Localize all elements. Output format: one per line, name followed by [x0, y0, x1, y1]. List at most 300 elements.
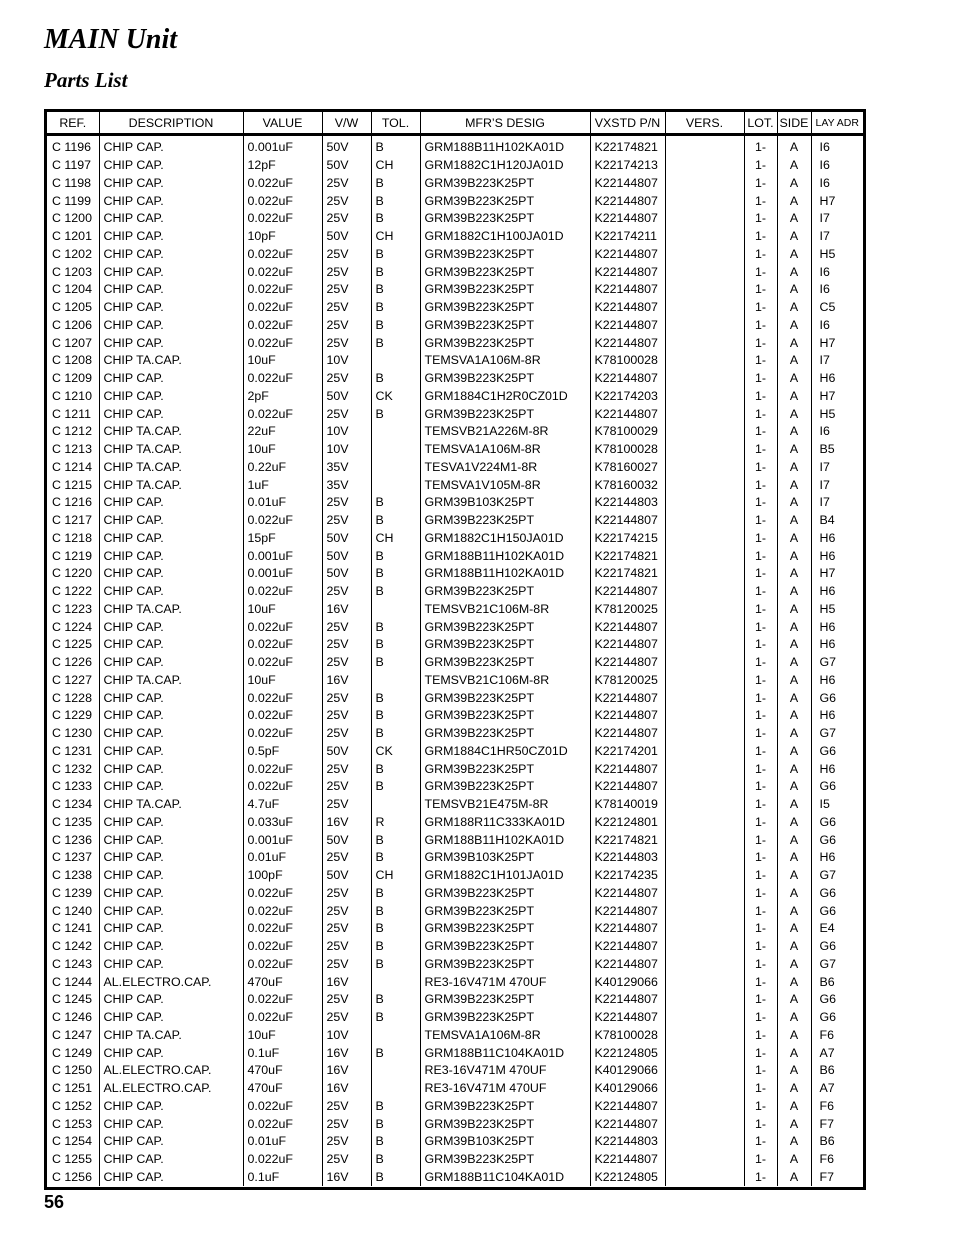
col-header-side: SIDE	[777, 112, 811, 135]
cell-mfr-desig: TEMSVA1A106M-8R	[420, 352, 590, 370]
cell-mfr-desig: TEMSVA1V105M-8R	[420, 476, 590, 494]
cell-lay-adr: F6	[811, 1098, 863, 1116]
cell-mfr-desig: GRM39B103K25PT	[420, 1133, 590, 1151]
cell-description: CHIP TA.CAP.	[99, 476, 243, 494]
cell-vxstd-pn: K22144807	[590, 991, 665, 1009]
cell-vxstd-pn: K78100028	[590, 352, 665, 370]
cell-vxstd-pn: K22144807	[590, 920, 665, 938]
cell-lay-adr: I7	[811, 352, 863, 370]
cell-tol: B	[371, 317, 420, 335]
cell-value: 0.022uF	[243, 317, 322, 335]
cell-ref: C 1219	[52, 548, 92, 563]
cell-description: CHIP CAP.	[99, 867, 243, 885]
cell-description: CHIP CAP.	[99, 175, 243, 193]
cell-value: 0.022uF	[243, 991, 322, 1009]
cell-side: A	[777, 902, 811, 920]
cell-value: 15pF	[243, 530, 322, 548]
cell-lot: 1-	[744, 157, 777, 175]
cell-lay-adr: H7	[811, 334, 863, 352]
cell-vers	[665, 672, 744, 690]
cell-vw: 25V	[322, 370, 371, 388]
cell-value: 0.022uF	[243, 689, 322, 707]
cell-description: CHIP CAP.	[99, 547, 243, 565]
cell-vers	[665, 654, 744, 672]
cell-lot: 1-	[744, 281, 777, 299]
cell-side: A	[777, 831, 811, 849]
cell-description: CHIP TA.CAP.	[99, 352, 243, 370]
cell-lay-adr: H6	[811, 672, 863, 690]
cell-vers	[665, 743, 744, 761]
cell-mfr-desig: GRM188B11H102KA01D	[420, 547, 590, 565]
cell-vxstd-pn: K22144807	[590, 370, 665, 388]
cell-ref: C 1239	[52, 885, 92, 900]
col-header-vers: VERS.	[665, 112, 744, 135]
cell-side: A	[777, 210, 811, 228]
cell-side: A	[777, 317, 811, 335]
cell-lay-adr: I6	[811, 135, 863, 157]
cell-mfr-desig: GRM188B11C104KA01D	[420, 1169, 590, 1187]
cell-lay-adr: H6	[811, 547, 863, 565]
cell-vw: 25V	[322, 885, 371, 903]
cell-value: 0.022uF	[243, 246, 322, 264]
cell-side: A	[777, 459, 811, 477]
cell-description: CHIP CAP.	[99, 228, 243, 246]
cell-value: 4.7uF	[243, 796, 322, 814]
cell-vxstd-pn: K78100028	[590, 1027, 665, 1045]
cell-value: 0.022uF	[243, 885, 322, 903]
cell-tol: B	[371, 334, 420, 352]
cell-mfr-desig: GRM39B223K25PT	[420, 175, 590, 193]
cell-side: A	[777, 1080, 811, 1098]
cell-vers	[665, 831, 744, 849]
cell-tol	[371, 476, 420, 494]
cell-vers	[665, 920, 744, 938]
cell-ref: C 1198	[52, 175, 92, 190]
table-row	[47, 246, 863, 264]
cell-mfr-desig: GRM39B223K25PT	[420, 636, 590, 654]
cell-mfr-desig: GRM39B223K25PT	[420, 991, 590, 1009]
cell-lay-adr: B5	[811, 441, 863, 459]
cell-mfr-desig: GRM39B223K25PT	[420, 920, 590, 938]
cell-vxstd-pn: K22144807	[590, 689, 665, 707]
cell-vw: 25V	[322, 192, 371, 210]
cell-side: A	[777, 1133, 811, 1151]
cell-lot: 1-	[744, 228, 777, 246]
cell-tol: B	[371, 281, 420, 299]
table-row	[47, 725, 863, 743]
cell-mfr-desig: GRM39B223K25PT	[420, 512, 590, 530]
cell-tol: B	[371, 991, 420, 1009]
table-row	[47, 849, 863, 867]
cell-mfr-desig: GRM39B223K25PT	[420, 405, 590, 423]
cell-lot: 1-	[744, 192, 777, 210]
cell-vers	[665, 867, 744, 885]
cell-lay-adr: H5	[811, 246, 863, 264]
cell-description: AL.ELECTRO.CAP.	[99, 973, 243, 991]
cell-vers	[665, 192, 744, 210]
cell-mfr-desig: GRM39B223K25PT	[420, 1151, 590, 1169]
cell-value: 0.022uF	[243, 920, 322, 938]
cell-vxstd-pn: K40129066	[590, 1080, 665, 1098]
cell-vw: 25V	[322, 1115, 371, 1133]
cell-tol: B	[371, 494, 420, 512]
cell-tol: CH	[371, 530, 420, 548]
cell-side: A	[777, 352, 811, 370]
cell-ref: C 1203	[52, 264, 92, 279]
cell-value: 0.022uF	[243, 263, 322, 281]
cell-lot: 1-	[744, 1062, 777, 1080]
cell-lot: 1-	[744, 175, 777, 193]
cell-vxstd-pn: K22144807	[590, 281, 665, 299]
cell-vers	[665, 760, 744, 778]
cell-description: AL.ELECTRO.CAP.	[99, 1062, 243, 1080]
cell-mfr-desig: TEMSVB21E475M-8R	[420, 796, 590, 814]
cell-ref: C 1249	[52, 1045, 92, 1060]
cell-lot: 1-	[744, 370, 777, 388]
cell-description: CHIP CAP.	[99, 530, 243, 548]
cell-vxstd-pn: K78160027	[590, 459, 665, 477]
cell-vers	[665, 689, 744, 707]
cell-mfr-desig: GRM1882C1H150JA01D	[420, 530, 590, 548]
cell-value: 0.022uF	[243, 370, 322, 388]
cell-lot: 1-	[744, 317, 777, 335]
table-row	[47, 281, 863, 299]
cell-description: CHIP CAP.	[99, 1151, 243, 1169]
cell-value: 100pF	[243, 867, 322, 885]
cell-side: A	[777, 654, 811, 672]
cell-ref: C 1242	[52, 939, 92, 954]
cell-value: 22uF	[243, 423, 322, 441]
cell-tol: B	[371, 1044, 420, 1062]
cell-lot: 1-	[744, 388, 777, 406]
cell-vw: 25V	[322, 618, 371, 636]
cell-vxstd-pn: K22144807	[590, 512, 665, 530]
cell-mfr-desig: GRM1882C1H100JA01D	[420, 228, 590, 246]
cell-description: CHIP CAP.	[99, 902, 243, 920]
cell-lay-adr: G6	[811, 991, 863, 1009]
cell-vw: 50V	[322, 530, 371, 548]
cell-vxstd-pn: K22124805	[590, 1169, 665, 1187]
cell-vers	[665, 388, 744, 406]
cell-mfr-desig: GRM39B223K25PT	[420, 246, 590, 264]
cell-ref: C 1204	[52, 282, 92, 297]
col-header-vxstd-pn: VXSTD P/N	[590, 112, 665, 135]
cell-description: CHIP CAP.	[99, 246, 243, 264]
col-header-description: DESCRIPTION	[99, 112, 243, 135]
cell-ref: C 1208	[52, 353, 92, 368]
table-row	[47, 352, 863, 370]
cell-lay-adr: H6	[811, 636, 863, 654]
cell-vers	[665, 459, 744, 477]
cell-vers	[665, 476, 744, 494]
cell-ref: C 1209	[52, 371, 92, 386]
cell-description: CHIP CAP.	[99, 707, 243, 725]
cell-ref: C 1222	[52, 584, 92, 599]
cell-description: CHIP CAP.	[99, 725, 243, 743]
cell-mfr-desig: GRM39B223K25PT	[420, 263, 590, 281]
cell-tol	[371, 796, 420, 814]
table-row	[47, 689, 863, 707]
cell-vxstd-pn: K22144807	[590, 334, 665, 352]
cell-tol: B	[371, 1169, 420, 1187]
cell-lot: 1-	[744, 512, 777, 530]
cell-vxstd-pn: K22144807	[590, 405, 665, 423]
cell-lot: 1-	[744, 135, 777, 157]
table-row	[47, 956, 863, 974]
cell-lot: 1-	[744, 938, 777, 956]
cell-value: 0.022uF	[243, 725, 322, 743]
table-row	[47, 1009, 863, 1027]
cell-side: A	[777, 1115, 811, 1133]
cell-vers	[665, 317, 744, 335]
table-row	[47, 494, 863, 512]
cell-side: A	[777, 334, 811, 352]
cell-mfr-desig: GRM39B223K25PT	[420, 370, 590, 388]
cell-mfr-desig: TEMSVA1A106M-8R	[420, 441, 590, 459]
cell-tol: B	[371, 920, 420, 938]
cell-vers	[665, 210, 744, 228]
cell-value: 0.022uF	[243, 175, 322, 193]
cell-tol: B	[371, 689, 420, 707]
cell-tol: CH	[371, 228, 420, 246]
cell-vers	[665, 494, 744, 512]
cell-vw: 35V	[322, 476, 371, 494]
cell-lay-adr: G7	[811, 725, 863, 743]
cell-side: A	[777, 175, 811, 193]
cell-ref: C 1255	[52, 1152, 92, 1167]
cell-lay-adr: I6	[811, 175, 863, 193]
cell-vers	[665, 1062, 744, 1080]
cell-lot: 1-	[744, 902, 777, 920]
cell-value: 0.033uF	[243, 814, 322, 832]
cell-lay-adr: G6	[811, 831, 863, 849]
table-row	[47, 973, 863, 991]
cell-ref: C 1247	[52, 1027, 92, 1042]
cell-ref: C 1230	[52, 726, 92, 741]
cell-mfr-desig: GRM39B223K25PT	[420, 778, 590, 796]
cell-side: A	[777, 1169, 811, 1187]
cell-lot: 1-	[744, 991, 777, 1009]
cell-description: CHIP TA.CAP.	[99, 601, 243, 619]
cell-ref: C 1202	[52, 246, 92, 261]
table-row	[47, 1098, 863, 1116]
cell-value: 0.01uF	[243, 1133, 322, 1151]
cell-description: CHIP CAP.	[99, 654, 243, 672]
cell-vers	[665, 849, 744, 867]
cell-side: A	[777, 991, 811, 1009]
cell-vw: 25V	[322, 1009, 371, 1027]
cell-tol: B	[371, 1098, 420, 1116]
cell-vxstd-pn: K22144803	[590, 849, 665, 867]
col-header-lot: LOT.	[744, 112, 777, 135]
cell-vw: 25V	[322, 760, 371, 778]
cell-ref: C 1227	[52, 672, 92, 687]
cell-vw: 50V	[322, 565, 371, 583]
cell-side: A	[777, 263, 811, 281]
col-header-tol: TOL.	[371, 112, 420, 135]
cell-vers	[665, 973, 744, 991]
cell-ref: C 1205	[52, 300, 92, 315]
cell-lay-adr: G6	[811, 689, 863, 707]
cell-lot: 1-	[744, 689, 777, 707]
cell-vers	[665, 707, 744, 725]
cell-mfr-desig: GRM39B223K25PT	[420, 689, 590, 707]
cell-mfr-desig: GRM1884C1H2R0CZ01D	[420, 388, 590, 406]
cell-description: CHIP CAP.	[99, 281, 243, 299]
cell-description: CHIP CAP.	[99, 831, 243, 849]
cell-vxstd-pn: K22144807	[590, 1098, 665, 1116]
cell-ref: C 1201	[52, 229, 92, 244]
cell-vers	[665, 246, 744, 264]
cell-lay-adr: F6	[811, 1151, 863, 1169]
cell-ref: C 1224	[52, 619, 92, 634]
cell-vxstd-pn: K22124801	[590, 814, 665, 832]
cell-side: A	[777, 157, 811, 175]
cell-vers	[665, 175, 744, 193]
cell-vxstd-pn: K22174821	[590, 547, 665, 565]
cell-mfr-desig: GRM39B223K25PT	[420, 1098, 590, 1116]
cell-side: A	[777, 814, 811, 832]
cell-ref: C 1237	[52, 850, 92, 865]
cell-ref: C 1233	[52, 779, 92, 794]
cell-description: CHIP CAP.	[99, 920, 243, 938]
cell-tol	[371, 459, 420, 477]
cell-vw: 25V	[322, 796, 371, 814]
cell-side: A	[777, 973, 811, 991]
cell-lot: 1-	[744, 299, 777, 317]
cell-value: 0.022uF	[243, 583, 322, 601]
cell-vxstd-pn: K22174821	[590, 565, 665, 583]
cell-mfr-desig: GRM39B223K25PT	[420, 725, 590, 743]
cell-side: A	[777, 601, 811, 619]
cell-mfr-desig: GRM1884C1HR50CZ01D	[420, 743, 590, 761]
cell-mfr-desig: GRM188R11C333KA01D	[420, 814, 590, 832]
cell-tol: B	[371, 210, 420, 228]
cell-side: A	[777, 725, 811, 743]
cell-vxstd-pn: K22144807	[590, 1151, 665, 1169]
cell-lot: 1-	[744, 263, 777, 281]
cell-lay-adr: H5	[811, 405, 863, 423]
cell-lay-adr: H5	[811, 601, 863, 619]
cell-ref: C 1232	[52, 761, 92, 776]
cell-description: CHIP CAP.	[99, 636, 243, 654]
cell-vw: 25V	[322, 405, 371, 423]
cell-lot: 1-	[744, 920, 777, 938]
cell-lay-adr: I6	[811, 423, 863, 441]
table-row	[47, 370, 863, 388]
table-row	[47, 672, 863, 690]
cell-mfr-desig: GRM39B223K25PT	[420, 760, 590, 778]
cell-ref: C 1212	[52, 424, 92, 439]
cell-vers	[665, 299, 744, 317]
cell-tol: B	[371, 956, 420, 974]
cell-side: A	[777, 1151, 811, 1169]
col-header-lay-adr: LAY ADR	[811, 112, 863, 135]
cell-ref: C 1252	[52, 1098, 92, 1113]
cell-vw: 25V	[322, 583, 371, 601]
cell-lay-adr: I6	[811, 317, 863, 335]
cell-value: 470uF	[243, 1080, 322, 1098]
cell-tol: B	[371, 192, 420, 210]
cell-lot: 1-	[744, 831, 777, 849]
cell-ref: C 1254	[52, 1134, 92, 1149]
cell-ref: C 1235	[52, 814, 92, 829]
cell-mfr-desig: TESVA1V224M1-8R	[420, 459, 590, 477]
cell-mfr-desig: GRM188B11H102KA01D	[420, 831, 590, 849]
cell-lay-adr: I7	[811, 228, 863, 246]
cell-vw: 50V	[322, 228, 371, 246]
cell-value: 2pF	[243, 388, 322, 406]
cell-vers	[665, 725, 744, 743]
cell-description: CHIP TA.CAP.	[99, 672, 243, 690]
cell-side: A	[777, 778, 811, 796]
cell-description: CHIP CAP.	[99, 689, 243, 707]
cell-vers	[665, 157, 744, 175]
cell-tol: B	[371, 760, 420, 778]
cell-vxstd-pn: K22144807	[590, 210, 665, 228]
cell-vw: 50V	[322, 388, 371, 406]
cell-vw: 16V	[322, 1044, 371, 1062]
cell-lot: 1-	[744, 1009, 777, 1027]
cell-lay-adr: A7	[811, 1044, 863, 1062]
cell-vxstd-pn: K22144807	[590, 317, 665, 335]
cell-lot: 1-	[744, 1098, 777, 1116]
cell-lot: 1-	[744, 672, 777, 690]
cell-vw: 25V	[322, 920, 371, 938]
cell-vw: 25V	[322, 1098, 371, 1116]
cell-vers	[665, 1169, 744, 1187]
cell-lot: 1-	[744, 778, 777, 796]
cell-vw: 25V	[322, 689, 371, 707]
cell-vw: 25V	[322, 707, 371, 725]
table-row	[47, 920, 863, 938]
table-row	[47, 192, 863, 210]
cell-vxstd-pn: K78100029	[590, 423, 665, 441]
cell-ref: C 1246	[52, 1010, 92, 1025]
cell-tol: B	[371, 246, 420, 264]
cell-vers	[665, 263, 744, 281]
cell-ref: C 1214	[52, 459, 92, 474]
cell-lay-adr: H6	[811, 370, 863, 388]
cell-vw: 35V	[322, 459, 371, 477]
cell-lay-adr: G7	[811, 654, 863, 672]
cell-vxstd-pn: K78140019	[590, 796, 665, 814]
cell-vw: 25V	[322, 263, 371, 281]
cell-tol	[371, 423, 420, 441]
col-header-mfr-desig: MFR’S DESIG	[420, 112, 590, 135]
cell-vw: 25V	[322, 902, 371, 920]
cell-mfr-desig: GRM39B223K25PT	[420, 299, 590, 317]
cell-vers	[665, 796, 744, 814]
cell-ref: C 1250	[52, 1063, 92, 1078]
cell-ref: C 1236	[52, 832, 92, 847]
cell-side: A	[777, 636, 811, 654]
cell-vxstd-pn: K22144807	[590, 956, 665, 974]
cell-ref: C 1200	[52, 211, 92, 226]
cell-description: CHIP CAP.	[99, 956, 243, 974]
cell-ref: C 1244	[52, 974, 92, 989]
table-row	[47, 1151, 863, 1169]
cell-ref: C 1206	[52, 317, 92, 332]
cell-mfr-desig: GRM188B11H102KA01D	[420, 135, 590, 157]
cell-side: A	[777, 441, 811, 459]
cell-mfr-desig: TEMSVB21C106M-8R	[420, 601, 590, 619]
cell-tol	[371, 1027, 420, 1045]
table-row	[47, 778, 863, 796]
cell-vxstd-pn: K22144807	[590, 1009, 665, 1027]
cell-side: A	[777, 938, 811, 956]
cell-tol: B	[371, 512, 420, 530]
